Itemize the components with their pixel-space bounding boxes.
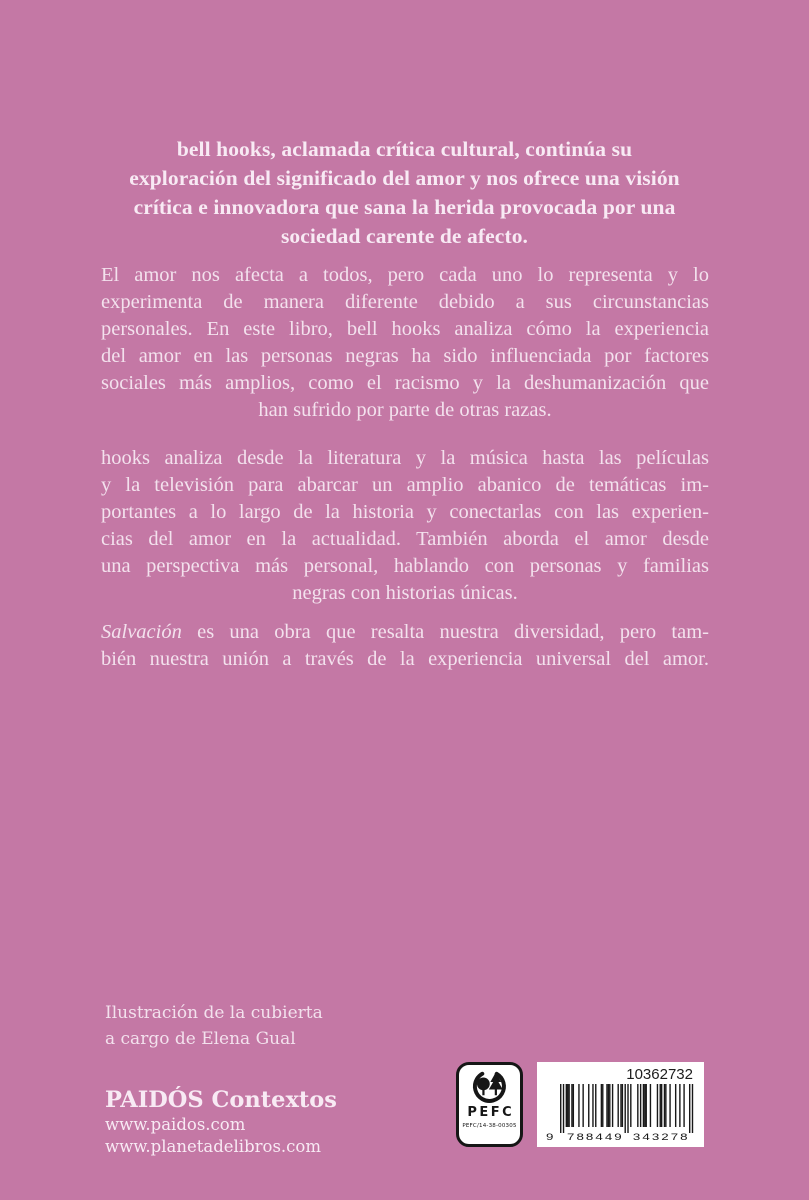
body-line: bién nuestra unión a través de la experiencia universal del amor. (101, 648, 709, 670)
synopsis-paragraph-1 (101, 262, 709, 424)
pefc-label: PEFC (467, 1105, 515, 1120)
body-line: cias del amor en la actualidad. También aborda el amor desde (101, 528, 709, 550)
cover-headline (84, 135, 725, 251)
body-line: hooks analiza desde la literatura y la música hasta las películas (101, 447, 709, 469)
headline-line: sociedad carente de afecto. (280, 224, 529, 248)
credit-line: Ilustración de la cubierta (105, 1003, 323, 1023)
body-line-rest: es una obra que resalta nuestra diversidad, pero tam- (181, 621, 709, 643)
body-line: portantes a lo largo de la historia y conectarlas con las experien- (101, 501, 709, 523)
sku-number: 10362732 (626, 1066, 693, 1083)
body-line: han sufrido por parte de otras razas. (258, 399, 552, 421)
body-line: personales. En este libro, bell hooks analiza cómo la experiencia (101, 318, 709, 340)
cover-illustration-credit (105, 1000, 323, 1052)
svg-text:788449: 788449 (566, 1132, 622, 1141)
pefc-certification-badge (456, 1062, 523, 1147)
body-line: y la televisión para abarcar un amplio abanico de temáticas im- (101, 474, 709, 496)
body-line: negras con historias únicas. (292, 582, 518, 604)
headline-line: exploración del significado del amor y nos ofrece una visión (129, 166, 680, 190)
credit-line: a cargo de Elena Gual (105, 1029, 296, 1049)
barcode-panel (537, 1062, 704, 1147)
pefc-trees-icon (469, 1069, 511, 1105)
publisher-imprint: PAIDÓS Contextos (105, 1087, 337, 1113)
publisher-block (105, 1087, 337, 1157)
publisher-url: www.paidos.com (105, 1115, 246, 1134)
body-line: experimenta de manera diferente debido a sus circunstancias (101, 291, 709, 313)
synopsis-paragraph-3 (101, 619, 709, 673)
body-line: una perspectiva más personal, hablando con personas y familias (101, 555, 709, 577)
headline-line: bell hooks, aclamada crítica cultural, continúa su (176, 137, 633, 161)
ean-barcode (546, 1084, 696, 1141)
body-line: del amor en las personas negras ha sido influenciada por factores (101, 345, 709, 367)
svg-text:343278: 343278 (632, 1132, 688, 1141)
body-line: El amor nos afecta a todos, pero cada uno lo representa y lo (101, 264, 709, 286)
book-title: Salvación (101, 621, 182, 643)
publisher-url: www.planetadelibros.com (105, 1136, 321, 1156)
body-line: sociales más amplios, como el racismo y la deshumanización que (101, 372, 709, 394)
svg-text:9: 9 (545, 1132, 553, 1141)
headline-line: crítica e innovadora que sana la herida provocada por una (133, 195, 676, 219)
body-line (101, 619, 709, 646)
pefc-certificate-number: PEFC/14-38-00305 (462, 1122, 517, 1129)
synopsis-paragraph-2 (101, 445, 709, 607)
